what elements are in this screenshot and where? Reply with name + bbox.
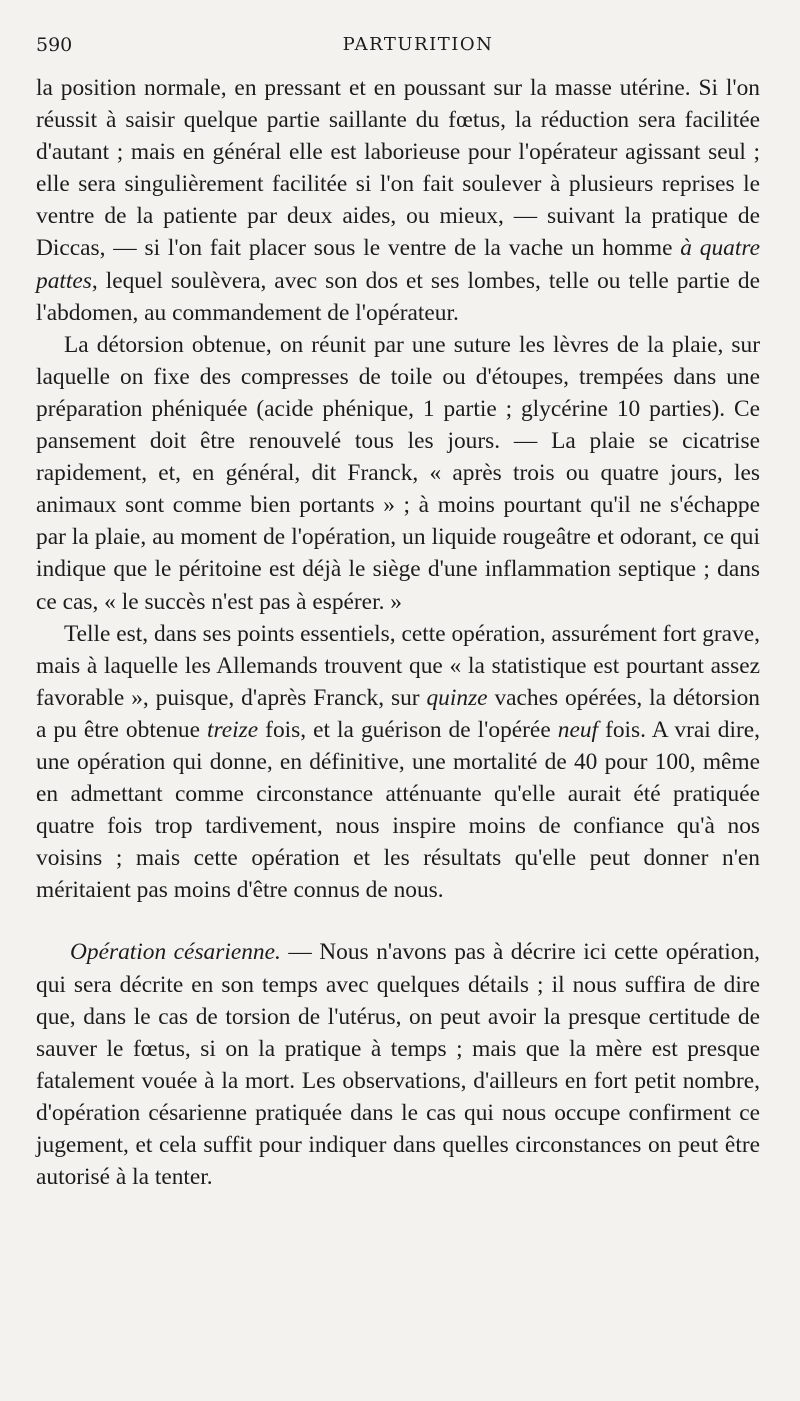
paragraph-1-end: , lequel soulèvera, avec son dos et ses lombes, telle ou telle partie de l'abdomen, au commandement de l'opérateur. (36, 267, 760, 326)
paragraph-3-text-c: fois, et la guérison de l'opérée (258, 716, 558, 743)
page-header (36, 30, 760, 66)
paragraph-3-text-d: fois. A vrai dire, une opération qui donne, en définitive, une mortalité de 40 pour 100, même en admettant comme circonstance atténuante qu'elle aurait été pratiquée quatre fois trop tardivement, nous inspire moins de confiance qu'à nos voisins ; mais cette opération et les résultats qu'elle peut donner n'en méritaient pas moins d'être connus de nous. (36, 716, 760, 904)
paragraph-4 (36, 936, 760, 1193)
paragraph-3-text-b: vaches opérées, la détorsion a pu être obtenue (36, 684, 760, 743)
paragraph-1-text: la position normale, en pressant et en poussant sur la masse utérine. Si l'on réussit à saisir quelque partie saillante du fœtus, la réduction sera facilitée d'autant ; mais en général elle est laborieuse pour l'opérateur agissant seul ; elle sera singulièrement facilitée si l'on fait soulever à plusieurs reprises le ventre de la patiente par deux aides, ou mieux, — suivant la pratique de Diccas, — si l'on fait placer sous le ventre de la vache un homme (36, 75, 760, 262)
paragraph-1 (36, 72, 760, 329)
paragraph-2-text: La détorsion obtenue, on réunit par une suture les lèvres de la plaie, sur laquelle on fixe des compresses de toile ou d'étoupes, trempées dans une préparation phéniquée (acide phénique, 1 partie ; glycérine 10 parties). Ce pansement doit être renouvelé tous les jours. — La plaie se cicatrise rapidement, et, en général, dit Franck, « après trois ou quatre jours, les animaux sont comme bien portants » ; à moins pourtant qu'il ne s'échappe par la plaie, au moment de l'opération, un liquide rougeâtre et odorant, ce qui indique que le péritoine est déjà le siège d'une inflammation septique ; dans ce cas, « le succès n'est pas à espérer. » (36, 331, 760, 615)
paragraph-3-emphasis-1: quinze (426, 684, 488, 711)
section-title: Opération césarienne. (70, 939, 281, 966)
paragraph-4-text: — Nous n'avons pas à décrire ici cette opération, qui sera décrite en son temps avec quelques détails ; il nous suffira de dire que, dans le cas de torsion de l'utérus, on peut avoir la presque certitude de sauver le fœtus, si on la pratique à temps ; mais que la mère est presque fatalement vouée à la mort. Les observations, d'ailleurs en fort petit nombre, d'opération césarienne pratiquée dans le cas qui nous occupe confirment ce jugement, et cela suffit pour indiquer dans quelles circonstances on peut être autorisé à la tenter. (36, 939, 760, 1191)
paragraph-3-emphasis-2: treize (207, 716, 259, 743)
running-head: PARTURITION (342, 34, 494, 55)
paragraph-3 (36, 618, 760, 907)
page-number: 590 (36, 34, 73, 56)
paragraph-1-emphasis: à quatre pattes (36, 235, 760, 294)
paragraph-2 (36, 329, 760, 618)
paragraph-3-emphasis-3: neuf (557, 716, 599, 743)
body-text (36, 72, 760, 1193)
paragraph-3-text-a: Telle est, dans ses points essentiels, cette opération, assurément fort grave, mais à laquelle les Allemands trouvent que « la statistique est pourtant assez favorable », puisque, d'après Franck, sur (36, 620, 760, 711)
